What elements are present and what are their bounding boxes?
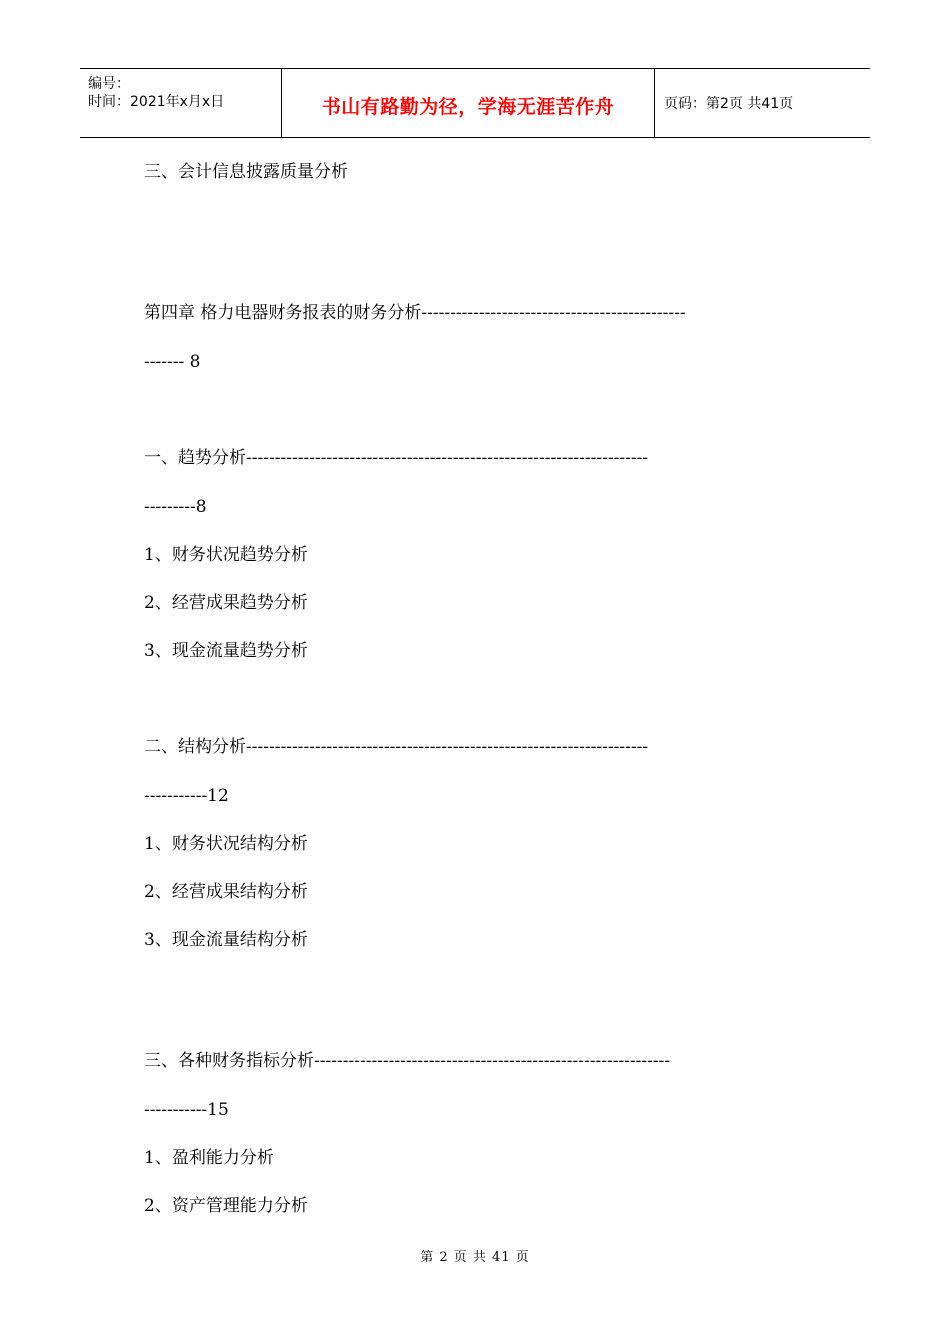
toc-entry-page: ---------8: [144, 497, 207, 517]
header-page-info: 页码：第2页 共41页: [664, 96, 794, 112]
document-number-label: 编号：: [88, 76, 130, 92]
toc-entry: 二、结构分析----------------------------------------------------------------------: [144, 737, 649, 757]
toc-entry: 3、现金流量趋势分析: [144, 641, 308, 661]
toc-entry: 3、现金流量结构分析: [144, 930, 308, 950]
toc-entry: 一、趋势分析----------------------------------------------------------------------: [144, 448, 649, 468]
toc-entry-page: -----------12: [144, 786, 229, 806]
toc-entry: 2、经营成果结构分析: [144, 882, 308, 902]
header-motto-cell: [281, 69, 655, 137]
page-header: [80, 68, 870, 138]
toc-entry: 第四章 格力电器财务报表的财务分析----------------------------------------------: [144, 303, 686, 323]
toc-entry-page: ------- 8: [144, 352, 201, 372]
header-motto: 书山有路勤为径，学海无涯苦作舟: [321, 95, 615, 118]
header-meta: [80, 69, 280, 137]
toc-entry: 1、财务状况结构分析: [144, 834, 308, 854]
toc-entry-page: -----------15: [144, 1100, 229, 1120]
toc-entry: 1、财务状况趋势分析: [144, 545, 308, 565]
toc-entry: 2、经营成果趋势分析: [144, 593, 308, 613]
toc-entry: 三、各种财务指标分析--------------------------------------------------------------: [144, 1051, 671, 1071]
toc-entry: 三、会计信息披露质量分析: [144, 162, 348, 182]
toc-entry: 1、盈利能力分析: [144, 1148, 274, 1168]
page-footer: 第 2 页 共 41 页: [420, 1250, 530, 1265]
toc-entry: 2、资产管理能力分析: [144, 1196, 308, 1216]
document-date: 时间：2021年x月x日: [88, 94, 225, 110]
